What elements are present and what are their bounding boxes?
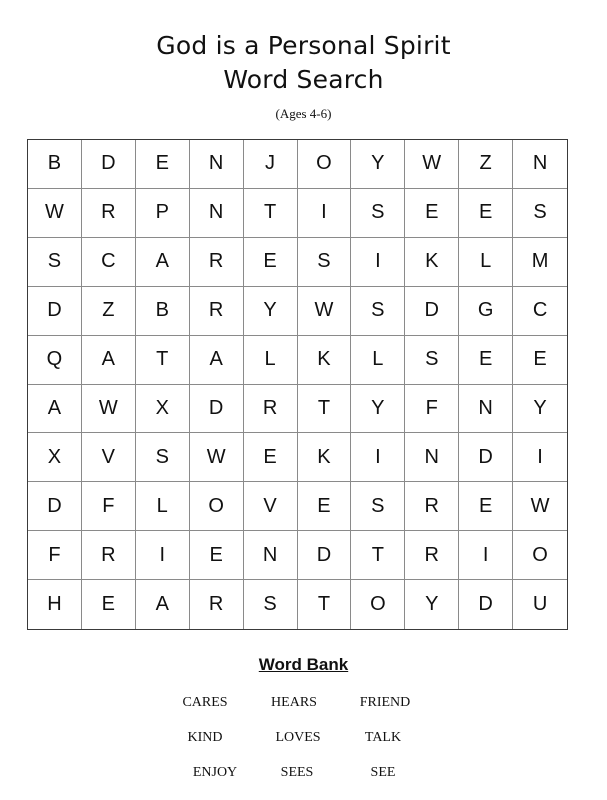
grid-cell[interactable]: K — [405, 238, 459, 287]
grid-cell[interactable]: Y — [351, 385, 405, 434]
grid-cell[interactable]: O — [513, 531, 567, 580]
grid-cell[interactable]: Y — [244, 287, 298, 336]
grid-cell[interactable]: E — [136, 140, 190, 189]
grid-cell[interactable]: J — [244, 140, 298, 189]
grid-cell[interactable]: I — [513, 433, 567, 482]
age-range-subtitle: (Ages 4-6) — [275, 106, 332, 121]
grid-cell[interactable]: W — [405, 140, 459, 189]
grid-cell[interactable]: I — [351, 433, 405, 482]
grid-cell[interactable]: D — [298, 531, 352, 580]
grid-cell[interactable]: D — [82, 140, 136, 189]
grid-cell[interactable]: D — [459, 433, 513, 482]
grid-cell[interactable]: I — [298, 189, 352, 238]
grid-cell[interactable]: T — [244, 189, 298, 238]
grid-cell[interactable]: S — [136, 433, 190, 482]
grid-cell[interactable]: Y — [513, 385, 567, 434]
word-search-grid — [27, 139, 568, 630]
word-bank-title: Word Bank — [258, 655, 349, 674]
grid-cell[interactable]: E — [405, 189, 459, 238]
grid-cell[interactable]: W — [28, 189, 82, 238]
grid-cell[interactable]: E — [190, 531, 244, 580]
grid-cell[interactable]: A — [136, 238, 190, 287]
grid-cell[interactable]: B — [136, 287, 190, 336]
word-bank-word: SEE — [370, 765, 396, 780]
grid-cell[interactable]: M — [513, 238, 567, 287]
grid-cell[interactable]: N — [405, 433, 459, 482]
grid-cell[interactable]: Y — [405, 580, 459, 629]
grid-cell[interactable]: N — [190, 189, 244, 238]
grid-cell[interactable]: R — [244, 385, 298, 434]
grid-cell[interactable]: D — [190, 385, 244, 434]
grid-cell[interactable]: W — [190, 433, 244, 482]
grid-cell[interactable]: X — [28, 433, 82, 482]
grid-cell[interactable]: W — [513, 482, 567, 531]
grid-cell[interactable]: V — [244, 482, 298, 531]
grid-cell[interactable]: A — [136, 580, 190, 629]
grid-cell[interactable]: T — [298, 580, 352, 629]
grid-cell[interactable]: D — [459, 580, 513, 629]
grid-cell[interactable]: A — [28, 385, 82, 434]
grid-cell[interactable]: D — [28, 287, 82, 336]
grid-cell[interactable]: R — [82, 531, 136, 580]
grid-cell[interactable]: I — [136, 531, 190, 580]
grid-cell[interactable]: C — [82, 238, 136, 287]
grid-cell[interactable]: D — [405, 287, 459, 336]
grid-cell[interactable]: N — [244, 531, 298, 580]
word-bank-word: LOVES — [275, 730, 321, 745]
grid-cell[interactable]: T — [351, 531, 405, 580]
grid-cell[interactable]: R — [190, 238, 244, 287]
grid-cell[interactable]: E — [244, 433, 298, 482]
grid-cell[interactable]: G — [459, 287, 513, 336]
grid-cell[interactable]: C — [513, 287, 567, 336]
grid-cell[interactable]: L — [244, 336, 298, 385]
grid-cell[interactable]: R — [405, 482, 459, 531]
title-line-1: God is a Personal Spirit — [156, 31, 451, 60]
grid-cell[interactable]: T — [136, 336, 190, 385]
word-bank-word: CARES — [182, 695, 228, 710]
grid-cell[interactable]: S — [244, 580, 298, 629]
word-bank-word: KIND — [187, 730, 223, 745]
grid-cell[interactable]: S — [351, 482, 405, 531]
grid-cell[interactable]: K — [298, 336, 352, 385]
grid-cell[interactable]: L — [351, 336, 405, 385]
grid-cell[interactable]: S — [298, 238, 352, 287]
grid-cell[interactable]: E — [459, 482, 513, 531]
grid-cell[interactable]: D — [28, 482, 82, 531]
grid-cell[interactable]: W — [298, 287, 352, 336]
grid-cell[interactable]: E — [513, 336, 567, 385]
grid-cell[interactable]: Z — [459, 140, 513, 189]
grid-cell[interactable]: N — [190, 140, 244, 189]
grid-cell[interactable]: N — [459, 385, 513, 434]
grid-cell[interactable]: O — [351, 580, 405, 629]
grid-cell[interactable]: L — [459, 238, 513, 287]
grid-cell[interactable]: K — [298, 433, 352, 482]
title-line-2: Word Search — [223, 65, 384, 94]
grid-cell[interactable]: S — [513, 189, 567, 238]
grid-cell[interactable]: A — [82, 336, 136, 385]
grid-cell[interactable]: E — [298, 482, 352, 531]
grid-cell[interactable]: E — [459, 336, 513, 385]
grid-cell[interactable]: X — [136, 385, 190, 434]
grid-cell[interactable]: P — [136, 189, 190, 238]
grid-cell[interactable]: S — [28, 238, 82, 287]
grid-cell[interactable]: R — [190, 580, 244, 629]
grid-cell[interactable]: L — [136, 482, 190, 531]
grid-cell[interactable]: O — [298, 140, 352, 189]
grid-cell[interactable]: N — [513, 140, 567, 189]
grid-cell[interactable]: A — [190, 336, 244, 385]
grid-cell[interactable]: I — [459, 531, 513, 580]
grid-cell[interactable]: E — [244, 238, 298, 287]
word-bank-word: SEES — [280, 765, 314, 780]
grid-cell[interactable]: S — [351, 287, 405, 336]
grid-cell[interactable]: Z — [82, 287, 136, 336]
word-bank-word: HEARS — [271, 695, 317, 710]
grid-cell[interactable]: F — [405, 385, 459, 434]
grid-cell[interactable]: V — [82, 433, 136, 482]
grid-cell[interactable]: E — [82, 580, 136, 629]
word-bank-word: TALK — [364, 730, 402, 745]
grid-cell[interactable]: S — [351, 189, 405, 238]
word-bank-word: FRIEND — [359, 695, 411, 710]
grid-cell[interactable]: U — [532, 593, 548, 616]
word-bank-word: ENJOY — [192, 765, 238, 780]
grid-cell[interactable]: F — [82, 482, 136, 531]
grid-cell[interactable]: T — [298, 385, 352, 434]
grid-cell[interactable]: Y — [351, 140, 405, 189]
grid-cell[interactable]: Q — [28, 336, 82, 385]
grid-cell[interactable]: E — [459, 189, 513, 238]
grid-cell[interactable]: W — [82, 385, 136, 434]
grid-cell[interactable]: F — [28, 531, 82, 580]
grid-cell[interactable]: I — [351, 238, 405, 287]
grid-cell[interactable]: S — [405, 336, 459, 385]
grid-cell[interactable]: R — [190, 287, 244, 336]
grid-cell[interactable]: O — [190, 482, 244, 531]
grid-cell[interactable]: R — [405, 531, 459, 580]
grid-cell[interactable]: H — [28, 580, 82, 629]
grid-cell[interactable]: B — [28, 140, 82, 189]
grid-cell[interactable]: R — [82, 189, 136, 238]
